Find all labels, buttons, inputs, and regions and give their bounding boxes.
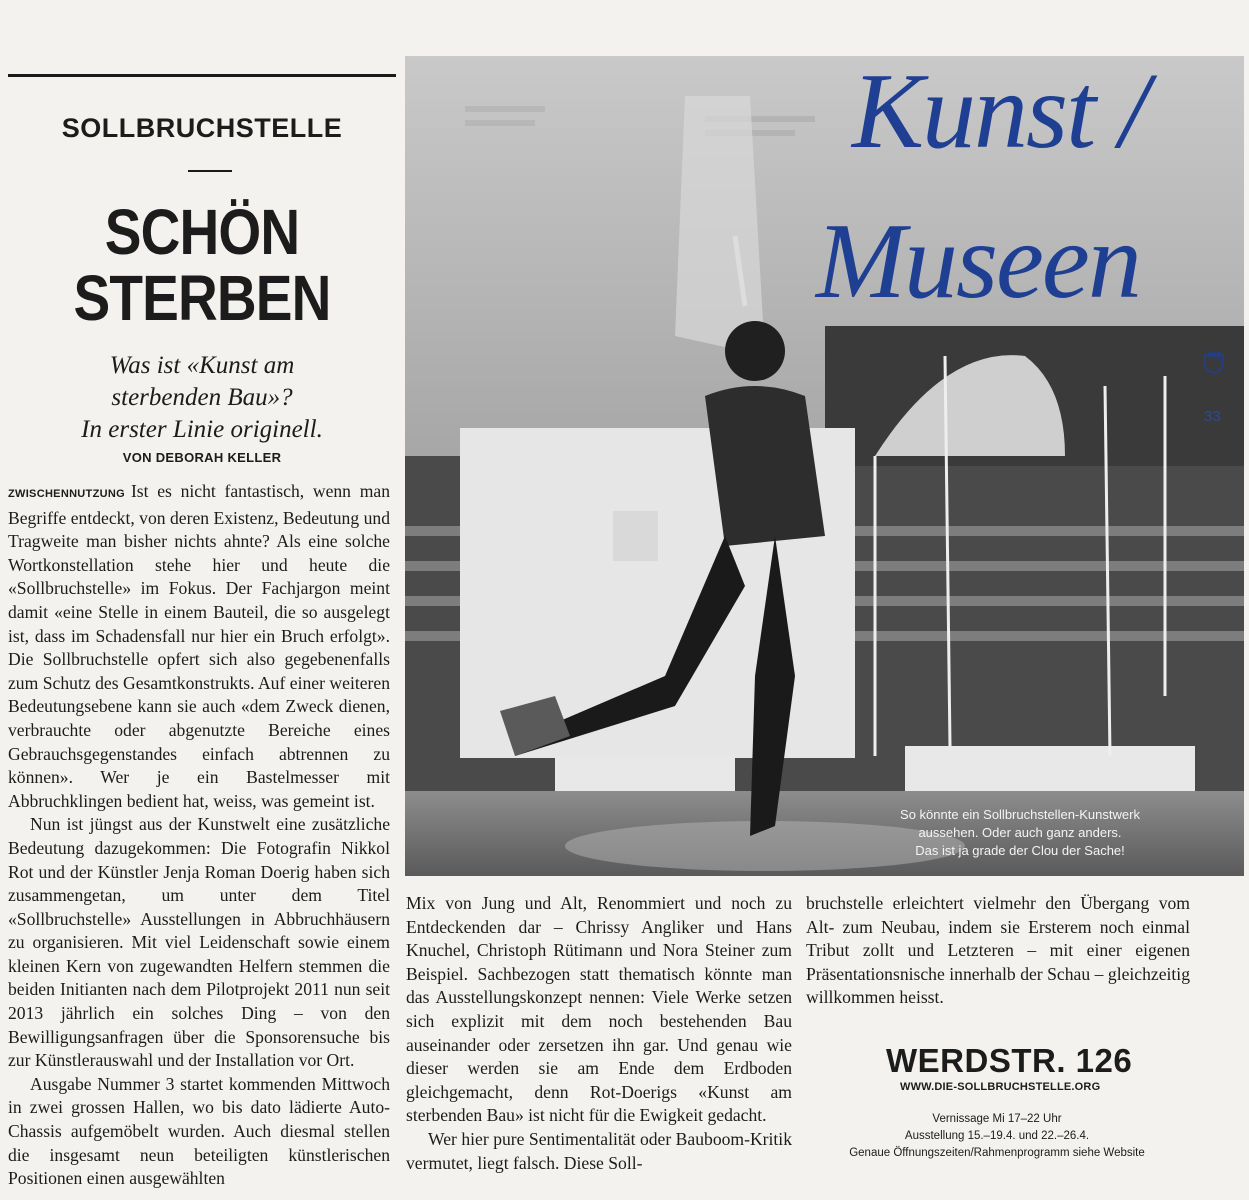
top-rule [8,74,396,77]
kicker-divider [188,170,232,172]
kicker: SOLLBRUCHSTELLE [61,113,343,143]
exhibition-dates: Ausstellung 15.–19.4. und 22.–26.4. [904,1130,1090,1142]
subtitle-line-2: sterbenden Bau»? [111,384,293,411]
subtitle-line-1: Was ist «Kunst am [109,352,295,379]
paragraph-4: Mix von Jung und Alt, Renommiert und noch zu Entdeckenden dar – Chrissy Angliker und Hans Knuchel, Christoph Rütimann und Nora Steiner zum Beispiel. Sachbezogen statt thematisch könnte man das Ausstellungskonzept nennen: Viele Werke setzen sich explizit mit dem noch bestehenden Bau auseinander oder zersetzen ihn gar. Und genau wie dieser werden sie am Ende dem Erdboden gleichgemacht, denn Rot-Doerigs «Kunst am sterbenden Bau» ist nicht für die Ewigkeit gedacht. [406,893,792,1126]
paragraph-2: Nun ist jüngst aus der Kunstwelt eine zusätzliche Bedeutung dazugekommen: Die Fotografin Nikkol Rot und der Künstler Jenja Roman Doerig haben sich zusammengetan, um unter dem Titel «Sollbruchstelle» Ausstellungen in Abbruchhäusern zu organisieren. Mit viel Leidenschaft sowie einem kleinen Kern von zugewandten Helfern stemmen die beiden Initianten nach dem Pilotprojekt 2011 nun seit 2013 jährlich ein solches Ding – von den Bewilligungsanfragen über die Sponsorensuche bis zur Künstlerauswahl und der Installation vor Ort. [8,814,390,1071]
section-marker: ZWISCHENNUTZUNG [8,488,125,500]
caption-line-3: Das ist ja grade der Clou der Sache! [915,843,1125,858]
opening-hours-note: Genaue Öffnungszeiten/Rahmenprogramm siehe Website [849,1147,1145,1159]
section-title-line-2: Museen [816,202,1140,321]
zurich-crest-icon [1203,350,1225,374]
paragraph-1 [8,480,390,813]
paragraph-6: bruchstelle erleichtert vielmehr den Übergang vom Alt- zum Neubau, indem sie Ersterem noch einmal Tribut zollt und Letzteren – mit einer eigenen Präsentationsnische innerhalb der Schau – gleichzeitig willkommen heisst. [806,893,1190,1008]
paragraph-1-text: Ist es nicht fantastisch, wenn man Begriffe entdeckt, von deren Existenz, Bedeutung und Tragweite man bisher nichts ahnte? Als eine solche Wortkonstellation stehe hier und heute die «Sollbruchstelle» im Fokus. Der Fachjargon meint damit «eine Stelle in einem Bauteil, die so ausgelegt ist, dass im Schadensfall nur hier ein Bruch erfolgt». Die Sollbruchstelle opfert sich also gegebenenfalls zum Schutz des Gesamtkonstrukts. Auf einer weiteren Bedeutungsebene kann sie auch «dem Zweck dienen, verbrauchte oder abgenutzte Bereiche eines Gebrauchsgegenstandes einfach abtrennen zu können». Wer je ein Bastelmesser mit Abbruchklingen bedient hat, weiss, was gemeint ist. [8,481,390,811]
photo-caption [870,806,1170,860]
paragraph-3: Ausgabe Nummer 3 startet kommenden Mittwoch in zwei grossen Hallen, wo bis dato lädierte Auto-Chassis aufgemöbelt wurden. Auch diesmal stellen die insgesamt neun beteiligten künstlerischen Positionen einen ausgewählten [8,1073,390,1189]
subtitle [8,350,396,446]
paragraph-5: Wer hier pure Sentimentalität oder Bauboom-Kritik vermutet, liegt falsch. Diese Soll- [406,1128,792,1173]
artist-painting-image [405,52,1244,876]
article-column-1 [8,480,390,1191]
article-photo [405,52,1244,876]
vernissage-info: Vernissage Mi 17–22 Uhr [932,1113,1062,1125]
caption-line-2: aussehen. Oder auch ganz anders. [918,825,1122,840]
venue-address: WERDSTR. 126 [886,1042,1133,1079]
subtitle-line-3: In erster Linie originell. [81,416,323,443]
byline: VON DEBORAH KELLER [122,450,282,465]
page-number: 33 [1204,408,1221,425]
article-column-2 [406,892,792,1175]
website-link[interactable]: WWW.DIE-SOLLBRUCHSTELLE.ORG [900,1081,1101,1093]
caption-line-1: So könnte ein Sollbruchstellen-Kunstwerk [900,807,1140,822]
article-column-3 [806,892,1190,1010]
headline-line-1: SCHÖN [104,196,300,268]
headline-line-2: STERBEN [73,262,331,334]
section-title-line-1: Kunst / [852,52,1148,171]
